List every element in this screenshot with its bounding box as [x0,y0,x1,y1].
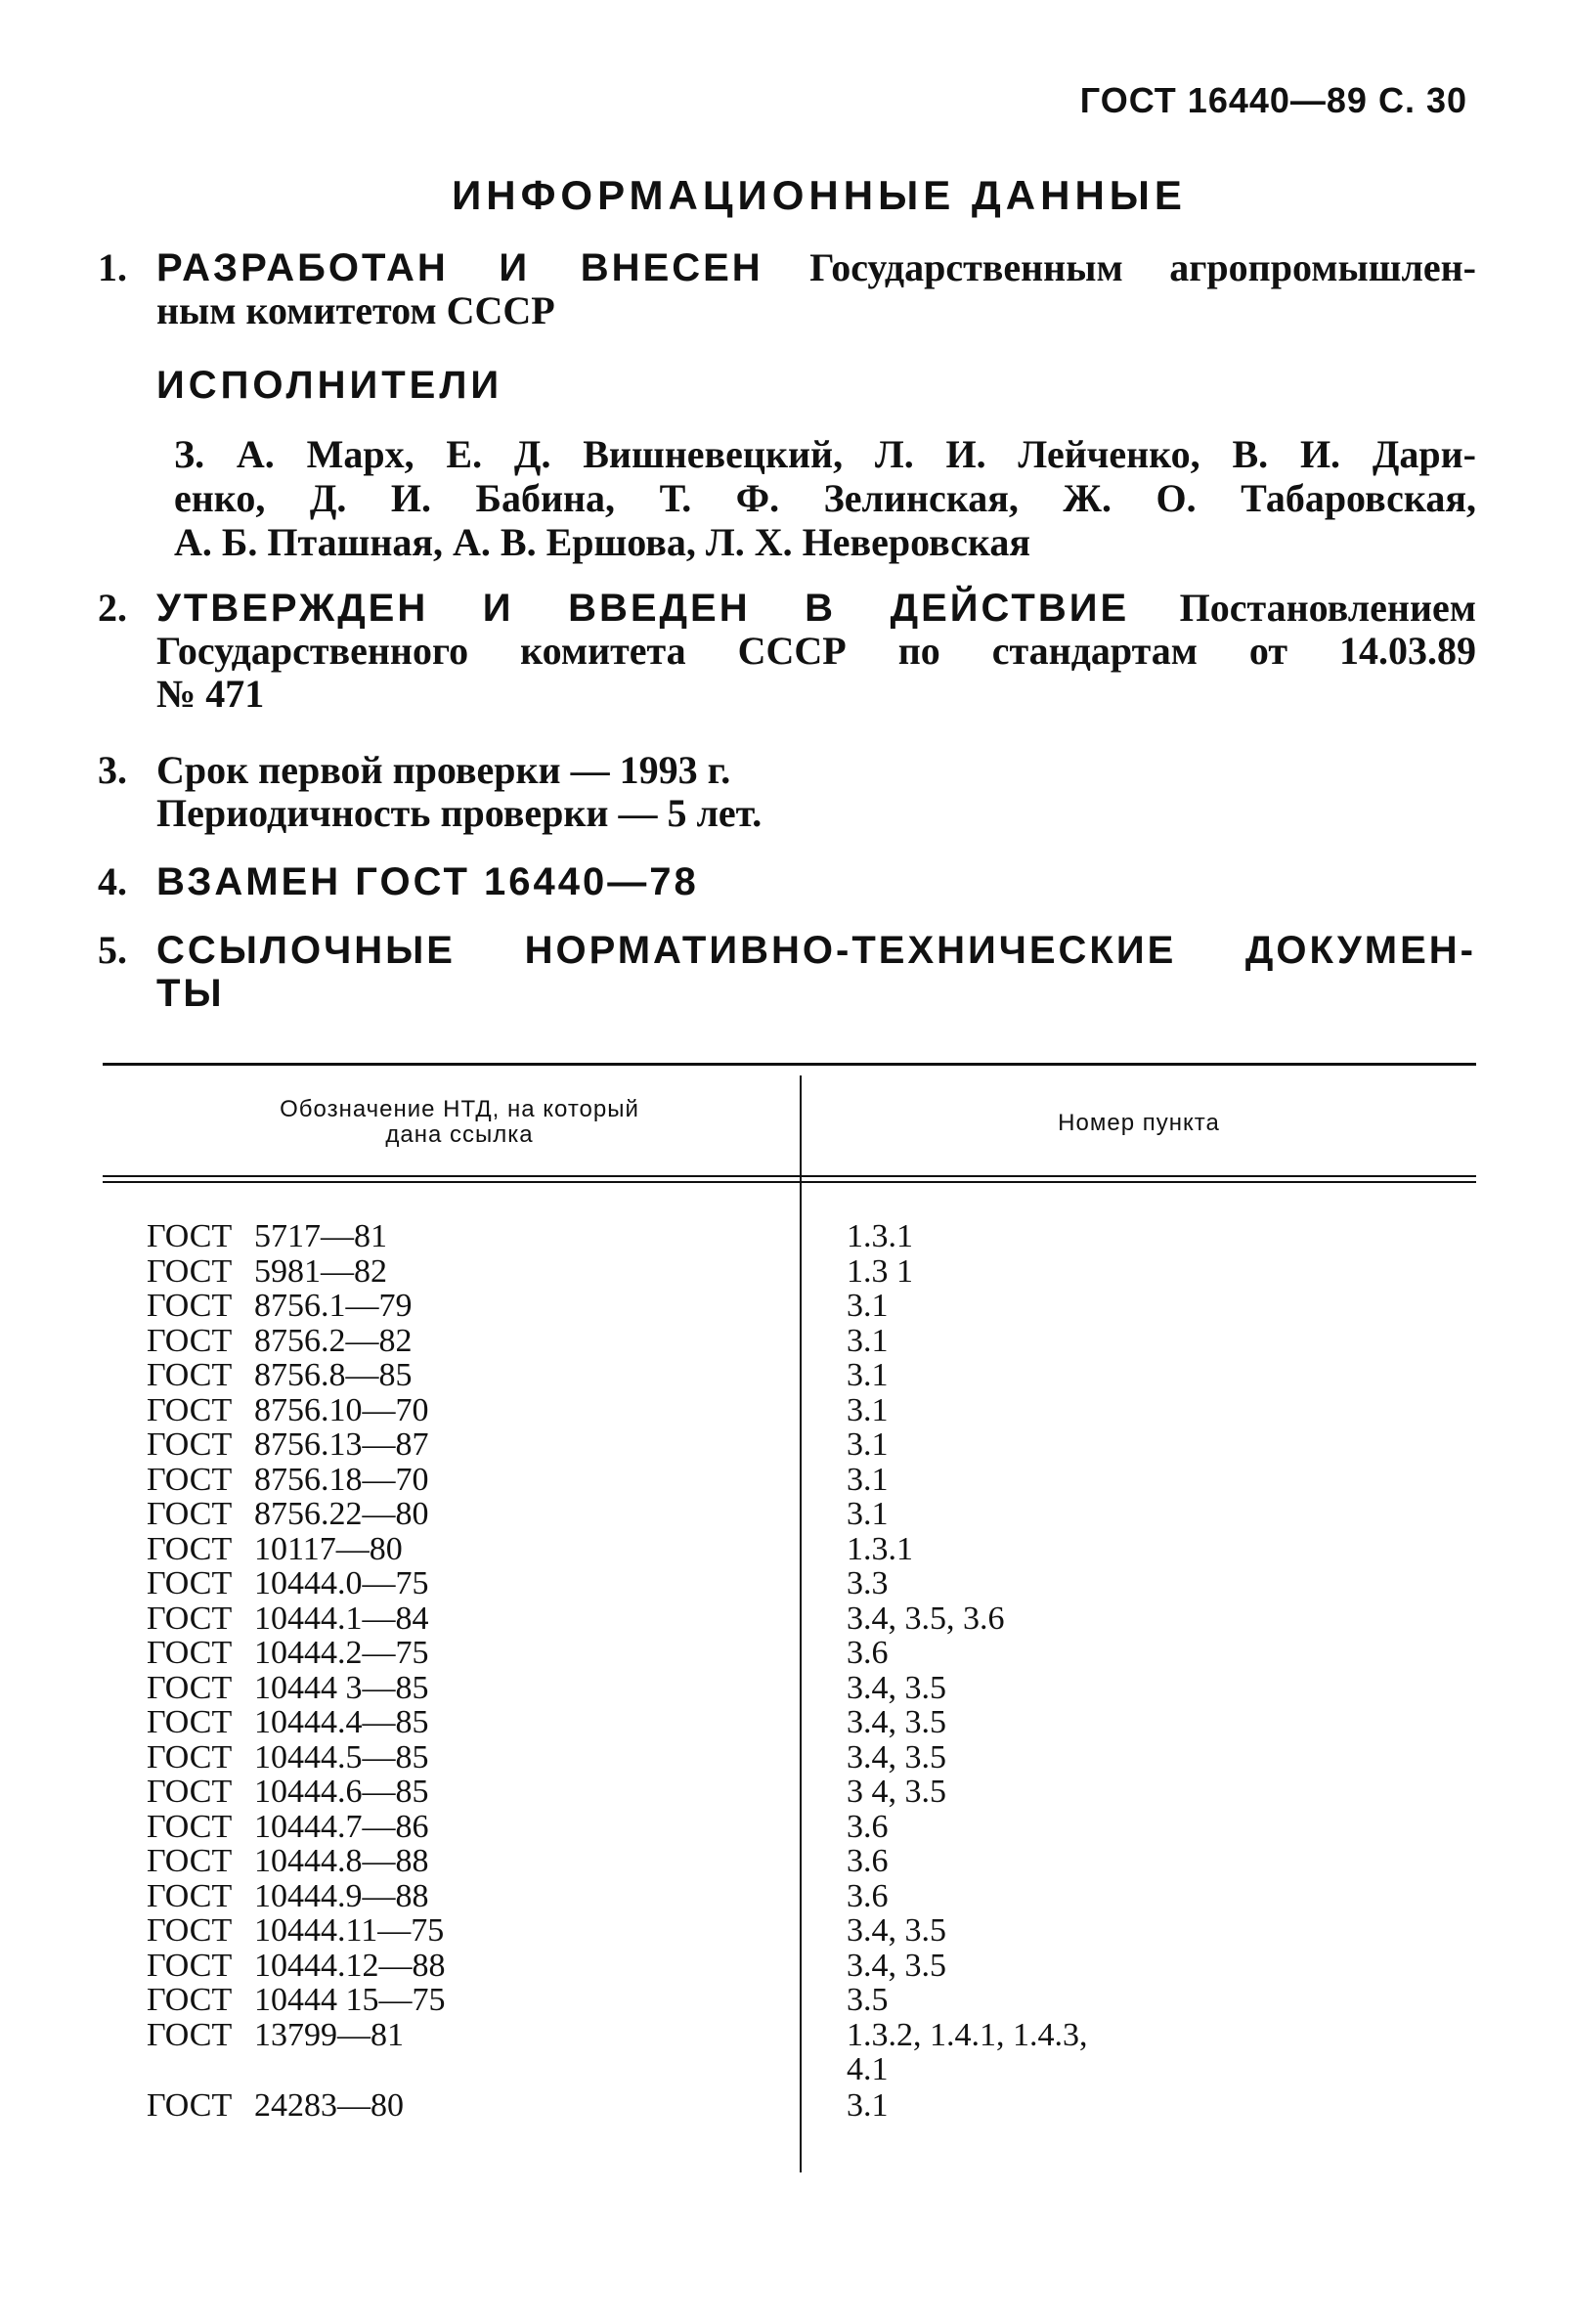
document-prefix: ГОСТ [147,1530,233,1567]
table-row [0,1601,1570,1637]
clause-number [847,1810,889,1845]
document-prefix: ГОСТ [147,1947,233,1984]
document-designation [147,1566,429,1601]
document-designation [147,2088,404,2124]
document-number: 8756.1—79 [254,1288,413,1324]
clause-number [847,1671,946,1706]
document-number: 10444 15—75 [254,1982,446,2018]
document-number: 13799—81 [254,2016,404,2053]
document-number: 8756.2—82 [254,1322,413,1359]
clause-number-text-continued: 4.1 [847,2051,889,2087]
table-row [0,1983,1570,2018]
table-header-rule-1 [103,1175,1476,1177]
section-1-line-1 [156,246,1476,289]
column-header-document-line-1: Обозначение НТД, на который [280,1096,639,1122]
performers-line-1: З. А. Марх, Е. Д. Вишневецкий, Л. И. Лейченко, В. И. Дари- [174,432,1476,476]
clause-number-text: 3.4, 3.5, 3.6 [847,1600,1005,1637]
document-prefix: ГОСТ [147,2086,233,2124]
table-body [0,1219,1570,2123]
section-number: 5. [98,928,127,972]
clause-number-text: 3.4, 3.5 [847,1669,946,1706]
document-number: 8756.18—70 [254,1461,429,1498]
document-prefix: ГОСТ [147,1843,233,1879]
section-4 [98,860,1476,903]
document-prefix: ГОСТ [147,1600,233,1637]
document-prefix: ГОСТ [147,1704,233,1740]
document-number: 10444.2—75 [254,1635,429,1671]
clause-number-text: 3.1 [847,1322,889,1359]
document-designation [147,1913,444,1949]
document-number: 24283—80 [254,2086,404,2124]
table-row [0,1810,1570,1845]
clause-number-text: 3.1 [847,1496,889,1532]
table-row [0,1393,1570,1428]
table-row [0,1463,1570,1498]
table-row [0,1532,1570,1567]
section-3 [98,749,1476,835]
document-number: 10444.12—88 [254,1947,446,1984]
clause-number [847,1879,889,1914]
section-2-line-2: Государственного комитета СССР по стандартам от 14.03.89 [156,629,1476,673]
table-row [0,1844,1570,1879]
clause-number [847,1983,889,2018]
section-1-line-2: ным комитетом СССР [156,288,555,332]
table-row [0,1254,1570,1290]
clause-number-text: 3 4, 3.5 [847,1774,946,1810]
page-title: ИНФОРМАЦИОННЫЕ ДАННЫЕ [452,172,1187,218]
document-designation [147,1949,446,1984]
document-designation [147,1463,429,1498]
document-number: 8756.13—87 [254,1426,429,1463]
document-number: 10444.4—85 [254,1704,429,1740]
clause-number-text: 3.6 [847,1635,889,1671]
document-prefix: ГОСТ [147,1391,233,1428]
document-designation [147,1636,429,1671]
clause-number-text: 3.5 [847,1982,889,2018]
clause-number-text: 3.6 [847,1877,889,1914]
clause-number [847,1463,889,1498]
document-designation [147,2018,404,2053]
document-number: 10444.5—85 [254,1738,429,1776]
clause-number [847,1949,946,1984]
column-header-clause: Номер пункта [1058,1110,1220,1136]
clause-number [847,1636,889,1671]
clause-number [847,1913,946,1949]
document-number: 8756.8—85 [254,1357,413,1393]
section-1-lead: РАЗРАБОТАН И ВНЕСЕН [156,246,763,289]
document-designation [147,1393,429,1428]
document-number: 10444.0—75 [254,1565,429,1601]
document-prefix: ГОСТ [147,1565,233,1601]
document-prefix: ГОСТ [147,1461,233,1498]
document-prefix: ГОСТ [147,1912,233,1949]
clause-number-text: 3.1 [847,1288,889,1324]
document-prefix: ГОСТ [147,1357,233,1393]
document-number: 8756.10—70 [254,1391,429,1428]
section-1-line-1-rest: Государственным агропромышлен- [763,245,1477,289]
clause-number-text: 1.3.1 [847,1218,913,1254]
clause-number-text: 3.6 [847,1808,889,1845]
performers-line-2: енко, Д. И. Бабина, Т. Ф. Зелинская, Ж. О. Табаровская, [174,476,1476,520]
document-designation [147,1601,429,1637]
document-designation [147,1427,429,1463]
document-number: 5717—81 [254,1218,387,1254]
clause-number [847,1601,1005,1637]
document-number: 10444.7—86 [254,1808,429,1845]
clause-number-text: 3.4, 3.5 [847,1704,946,1740]
clause-number-text: 1.3.2, 1.4.1, 1.4.3, [847,2016,1088,2053]
section-3-line-1: Срок первой проверки — 1993 г. [156,748,731,792]
section-number: 3. [98,748,127,792]
table-row [0,2018,1570,2088]
clause-number-text: 1.3 1 [847,1252,913,1290]
table-row [0,1775,1570,1810]
document-number: 8756.22—80 [254,1496,429,1532]
table-row [0,1289,1570,1324]
table-row [0,1636,1570,1671]
document-number: 10117—80 [254,1530,403,1567]
table-row [0,1497,1570,1532]
section-number: 2. [98,586,127,630]
table-row [0,1671,1570,1706]
document-prefix: ГОСТ [147,1288,233,1324]
clause-number-text: 3.1 [847,1426,889,1463]
document-designation [147,1532,403,1567]
clause-number [847,1844,889,1879]
document-number: 10444.6—85 [254,1774,429,1810]
clause-number-text: 3.6 [847,1843,889,1879]
document-prefix: ГОСТ [147,1774,233,1810]
document-prefix: ГОСТ [147,2016,233,2053]
document-designation [147,1879,429,1914]
clause-number [847,2088,889,2124]
table-row [0,2088,1570,2124]
section-2-line-3: № 471 [156,672,265,716]
clause-number [847,1393,889,1428]
clause-number [847,1497,889,1532]
table-header-rule-2 [103,1181,1476,1183]
clause-number [847,1254,913,1290]
document-number: 10444.8—88 [254,1843,429,1879]
clause-number-text: 1.3.1 [847,1530,913,1567]
document-designation [147,1671,429,1706]
clause-number [847,1358,889,1393]
clause-number-text: 3.4, 3.5 [847,1947,946,1984]
document-number: 10444 3—85 [254,1669,429,1706]
clause-number-text: 3.3 [847,1565,889,1601]
section-2-lead: УТВЕРЖДЕН И ВВЕДЕН В ДЕЙСТВИЕ [156,587,1130,630]
document-designation [147,1740,429,1776]
document-prefix: ГОСТ [147,1808,233,1845]
clause-number-text: 3.1 [847,1391,889,1428]
clause-number-text: 3.1 [847,2086,889,2124]
document-number: 5981—82 [254,1252,387,1290]
performers-heading: ИСПОЛНИТЕЛИ [156,364,503,407]
document-prefix: ГОСТ [147,1496,233,1532]
table-row [0,1705,1570,1740]
document-designation [147,1497,429,1532]
clause-number-text: 3.1 [847,1461,889,1498]
section-5-line-2: ТЫ [156,972,225,1015]
running-head: ГОСТ 16440—89 С. 30 [1079,80,1467,120]
section-number: 1. [98,245,127,289]
table-row [0,1358,1570,1393]
clause-number [847,1532,913,1567]
table-row [0,1879,1570,1914]
clause-number [847,1740,946,1776]
document-number: 10444.9—88 [254,1877,429,1914]
document-prefix: ГОСТ [147,1982,233,2018]
section-2-line-1 [156,587,1476,630]
clause-number [847,1289,889,1324]
clause-number [847,1324,889,1359]
clause-number [847,1705,946,1740]
performers-list [174,432,1476,564]
document-prefix: ГОСТ [147,1252,233,1290]
table-row [0,1566,1570,1601]
document-designation [147,1289,413,1324]
document-designation [147,1983,446,2018]
section-5-line-1: ССЫЛОЧНЫЕ НОРМАТИВНО-ТЕХНИЧЕСКИЕ ДОКУМЕН- [156,929,1476,972]
table-top-rule [103,1063,1476,1066]
clause-number [847,1775,946,1810]
section-2-line-1-rest: Постановлением [1129,586,1477,630]
document-prefix: ГОСТ [147,1426,233,1463]
document-prefix: ГОСТ [147,1669,233,1706]
performers-line-3: А. Б. Пташная, А. В. Ершова, Л. Х. Неверовская [174,520,1030,564]
document-designation [147,1219,387,1254]
column-header-document [147,1097,772,1148]
document-designation [147,1810,429,1845]
table-row [0,1949,1570,1984]
document-designation [147,1324,413,1359]
section-4-text: ВЗАМЕН ГОСТ 16440—78 [156,860,699,903]
clause-number [847,2018,1088,2087]
section-2 [98,587,1476,716]
document-designation [147,1705,429,1740]
table-row [0,1324,1570,1359]
document-prefix: ГОСТ [147,1218,233,1254]
clause-number-text: 3.4, 3.5 [847,1912,946,1949]
section-number: 4. [98,859,127,903]
table-row [0,1913,1570,1949]
document-designation [147,1775,429,1810]
column-header-document-line-2: дана ссылка [385,1121,534,1148]
table-row [0,1427,1570,1463]
clause-number-text: 3.1 [847,1357,889,1393]
document-prefix: ГОСТ [147,1635,233,1671]
document-designation [147,1358,413,1393]
clause-number [847,1566,889,1601]
document-designation [147,1844,429,1879]
clause-number [847,1219,913,1254]
section-5 [98,929,1476,1015]
section-1 [98,246,1476,332]
clause-number [847,1427,889,1463]
table-row [0,1740,1570,1776]
document-prefix: ГОСТ [147,1877,233,1914]
document-prefix: ГОСТ [147,1322,233,1359]
section-3-line-2: Периодичность проверки — 5 лет. [156,791,763,835]
document-number: 10444.1—84 [254,1600,429,1637]
document-designation [147,1254,387,1290]
table-row [0,1219,1570,1254]
clause-number-text: 3.4, 3.5 [847,1738,946,1776]
document-prefix: ГОСТ [147,1738,233,1776]
document-number: 10444.11—75 [254,1912,445,1949]
